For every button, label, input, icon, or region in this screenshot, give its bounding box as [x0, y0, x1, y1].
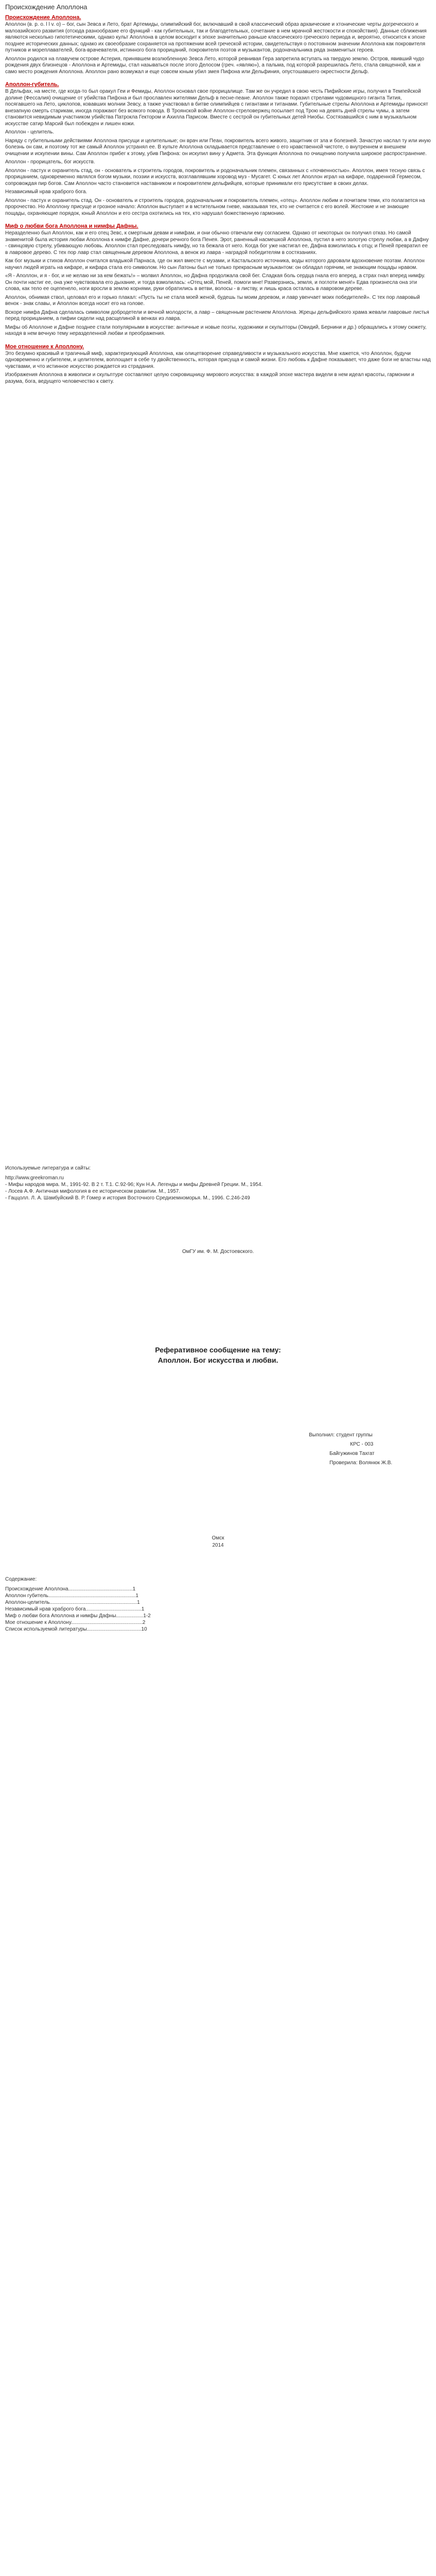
paragraph: Аполлон - пастух и охранитель стад, он - основатель и строитель городов, покровитель и родоначальник племен, связанных с «почвенностью». Аполлон, имея тесную связь с прорицанием, одновременно являлся богом музыки, поэзии и искусств, возглавлявшим хоровод муз - Мусагет. С юных лет Аполлон играл на кифаре, подаренной Гермесом, сопровождая пир богов. Сам Аполлон часто становится наставником и покровителем дельфийцев, которые принимали его присутствие в своих делах.: [5, 167, 425, 187]
paragraph: Неразделенно был Аполлон, как и его отец Зевс, к смертным девам и нимфам, и они обычно отвечали ему согласием. Однако от некоторых он получил отказ. Но самой знаменитой была история любви Аполлона к нимфе Дафне, дочери речного бога Пенея. Эрот, раненный насмешкой Аполлона, пустил в него золотую стрелу любви, а в Дафну - свинцовую стрелу, убивающую любовь. Аполлон стал преследовать нимфу, но та бежала от него. Когда бог уже настигал ее, Дафна взмолилась к отцу, и Пеней превратил ее в лавровое дерево. С тех пор лавр стал священным деревом Аполлона, а венок из лавра - наградой победителям в состязаниях.: [5, 230, 429, 256]
sources-list: [5, 1175, 431, 1201]
sources-label: Используемые литература и сайты:: [5, 1165, 91, 1171]
source-item: http://www.greekroman.ru: [5, 1175, 64, 1181]
paragraph: В Дельфах, на месте, где когда-то был оракул Геи и Фемиды, Аполлон основал свое прорицалище. Там же он учредил в свою честь Пифийские игры, получил в Темпейской долине (Фессалия) очищение от убийства Пифона и был прославлен жителями Дельф в песне-пеане. Аполлон также поразил стрелами чудовищного гиганта Тития, посягавшего на Лето, циклопов, ковавших молнии Зевсу, а также участвовал в битве олимпийцев с гигантами и титанами. Губительные стрелы Аполлона и Артемиды приносят внезапную смерть старикам, иногда поражают без всякого повода. В Троянской войне Аполлон-стреловержец посылает под Трою на девять дней стрелы чумы, а затем становится невидимым участником убийства Патрокла Гектором и Ахилла Парисом. Вместе с сестрой он губительных детей Ниобы. Состязавшийся с ним в музыкальном искусстве сатир Марсий был побежден и лишен кожи.: [5, 89, 428, 127]
paragraph: Это безумно красивый и трагичный миф, характеризующий Аполлона, как олицетворение справедливости и музыкального искусства. Мне кажется, что Аполлон, будучи одновременно и губителем, и целителем, воплощает в себе ту двойственность, которая присуща и самой жизни. Его любовь к Дафне показывает, что даже боги не властны над чувствами, и что истинное искусство рождается из страдания.: [5, 350, 431, 369]
section-heading: Миф о любви бога Аполлона и нимфы Дафны.: [5, 223, 138, 229]
section-heading: Аполлон-губитель.: [5, 81, 59, 88]
paragraph: Аполлон - пастух и охранитель стад. Он - основатель и строитель городов, родоначальник и покровитель племен, «отец». Аполлон любим и почитаем теми, кто полагается на пророчество. Но Аполлону присуще и грозное начало: Аполлон выступает и в мстительном гневе, наказывая тех, кто не считается с его волей. Жестокие и не знающие пощады, охраняющие порядок, юный Аполлон и его сестра охотились на тех, кто нарушал божественную гармонию.: [5, 197, 425, 216]
author-name: Байгужинов Тахгат: [329, 1451, 375, 1456]
paragraph: «Я - Аполлон, и я - бог, и не желаю ни за кем бежать!» – молвил Аполлон, но Дафна продолжала свой бег. Сладкая боль сердца гнала его вперед, а страх гнал вперед нимфу. Он почти настиг ее, она уже чувствовала его дыхание, и тогда взмолилась: «Отец мой, Пеней, помоги мне! Разверзнись, земля, и поглоти меня!» Едва произнесла она эти слова, как тело ее оцепенело, ноги вросли в землю корнями, руки обратились в ветви, волосы - в листву, и лишь краса осталась в лавровом дереве.: [5, 273, 426, 292]
year: 2014: [212, 1543, 224, 1548]
source-item: - Гаццолл. Л. А. Шамбуйский В. Р. Гомер и история Восточного Средиземноморья. М., 1996. С.246-249: [5, 1195, 250, 1201]
toc-item: Независимый нрав храброго бога.......................................1: [5, 1606, 145, 1612]
city: Омск: [212, 1535, 224, 1541]
section-gap: [5, 219, 431, 223]
document-title: Происхождение Аполлона: [5, 3, 88, 11]
section-gap: [5, 340, 431, 344]
paragraph: Аполлон (в. р. о. l l v. о) – бог, сын Зевса и Лето, брат Артемиды, олимпийский бог, включавший в свой классический образ архаические и хтонические черты догреческого и малоазийского развития (отсюда разнообразие его функций - как губительных, так и благодетельных, сочетание в нем мрачной жестокости и спокойствия). Данные сближения являются несколько гипотетическими, однако культ Аполлона в целом восходит к эпохе значительно раньше классического греческого периода и, вероятно, относится к эпохе позднее исторических данных; однако их своеобразие сохраняется на протяжении всей греческой истории, свидетельствуя о постоянном значении Аполлона как покровителя путников и мореплавателей, бога-врачевателя, истинного бога прорицаний, покровителя поэтов и музыкантов, родоначальника ряда знаменитых героев.: [5, 22, 427, 53]
author-label: Выполнил: студент группы: [309, 1432, 373, 1438]
paragraph: Изображения Аполлона в живописи и скульптуре составляют целую сокровищницу мирового искусства: в каждой эпохе мастера видели в нем идеал красоты, гармонии и разума, бога, ведущего человечество к свету.: [5, 372, 414, 384]
table-of-contents: [5, 1586, 263, 1633]
section-heading: Мое отношение к Аполлону.: [5, 343, 84, 350]
source-item: - Лосев А.Ф. Античная мифология в ее историческом развитии. М., 1957.: [5, 1189, 181, 1194]
report-title-line1: Реферативное сообщение на тему:: [155, 1346, 281, 1354]
paragraph: Аполлон родился на плавучем острове Астерия, принявшем возлюбленную Зевса Лето, которой ревнивая Гера запретила вступать на твердую землю. Остров, явивший чудо рождения двух близнецов - Аполлона и Артемиды, стал называться после этого Делосом (греч. «являю»), а пальма, под которой разрешилась Лето, стала священной, как и само место рождения Аполлона. Аполлон рано возмужал и еще совсем юным убил змея Пифона или Дельфиния, опустошавшего окрестности Дельф.: [5, 56, 424, 75]
paragraph: Аполлон - прорицатель, бог искусств.: [5, 159, 95, 165]
toc-item: Мое отношение к Аполлону..................................................2: [5, 1620, 146, 1625]
toc-item: Аполлон губитель.............................................................1: [5, 1593, 138, 1599]
source-item: - Мифы народов мира. М., 1991-92. В 2 т. Т.1. С.92-96; Кун Н.А. Легенды и мифы Древней Греции. М., 1954.: [5, 1182, 263, 1188]
paragraph: Вскоре нимфа Дафна сделалась символом добродетели и вечной молодости, а лавр – священным растением Аполлона. Жрецы дельфийского храма жевали лавровые листья перед прорицанием, а пифии сидели над расщелиной в венках из лавра.: [5, 309, 429, 321]
toc-item: Список используемой литературы......................................10: [5, 1626, 147, 1632]
checker-name: Проверила: Волянюк Ж.В.: [329, 1460, 393, 1466]
author-group: КРС - 003: [350, 1442, 374, 1447]
toc-item: Аполлон-целитель.............................................................1: [5, 1600, 140, 1605]
university-name: ОмГУ им. Ф. М. Достоевского.: [182, 1249, 254, 1255]
toc-label: Содержание:: [5, 1577, 37, 1582]
toc-item: Происхождение Аполлона.............................................1: [5, 1586, 136, 1592]
section-gap: [5, 77, 431, 81]
paragraph: Аполлон - целитель.: [5, 129, 54, 135]
paragraph: Мифы об Аполлоне и Дафне позднее стали популярными в искусстве: античные и новые поэты, художники и скульпторы (Овидий, Бернини и др.) обращались к этому сюжету, находя в нем вечную тему неразделенной любви и преображения.: [5, 324, 427, 336]
paragraph: Наряду с губительными действиями Аполлона присущи и целительные; он врач или Пеан, покровитель всего живого, защитник от зла и болезней. Зачастую наслал ту или иную болезнь он сам, и поэтому тот же самый Аполлон устранял ее. В культе Аполлона складывается представление о его нравственной чистоте, о внутреннем и внешнем очищении и искупении вины. Сам Аполлон прибег к этому, убив Пифона: он искупил вину у Адмета. Эта функция Аполлона по очищению получила широкое распространение.: [5, 138, 431, 157]
paragraph: Как бог музыки и стихов Аполлон считался владыкой Парнаса, где он жил вместе с музами, и Кастальского источника, воды которого даровали вдохновение поэтам. Аполлон научил людей играть на кифаре, и кифара стала его символом. Но сын Латоны был не только прекрасным музыкантом: он обладал горячим, не знающим пощады нравом.: [5, 258, 425, 270]
toc-item: Миф о любви бога Аполлона и нимфы Дафны...................1-2: [5, 1613, 151, 1619]
section-heading: Происхождение Аполлона.: [5, 14, 81, 21]
report-title-line2: Аполлон. Бог искусства и любви.: [158, 1356, 278, 1364]
paragraph: Аполлон, обнимая ствол, целовал его и горько плакал: «Пусть ты не стала моей женой, будешь ты моим деревом, и лавр увенчает моих победителей». С тех пор лавровый венок - знак славы, и Аполлон всегда носит его на голове.: [5, 294, 420, 307]
document-body: [5, 14, 431, 391]
paragraph: Независимый нрав храброго бога.: [5, 189, 88, 195]
section-gap: [5, 387, 431, 391]
